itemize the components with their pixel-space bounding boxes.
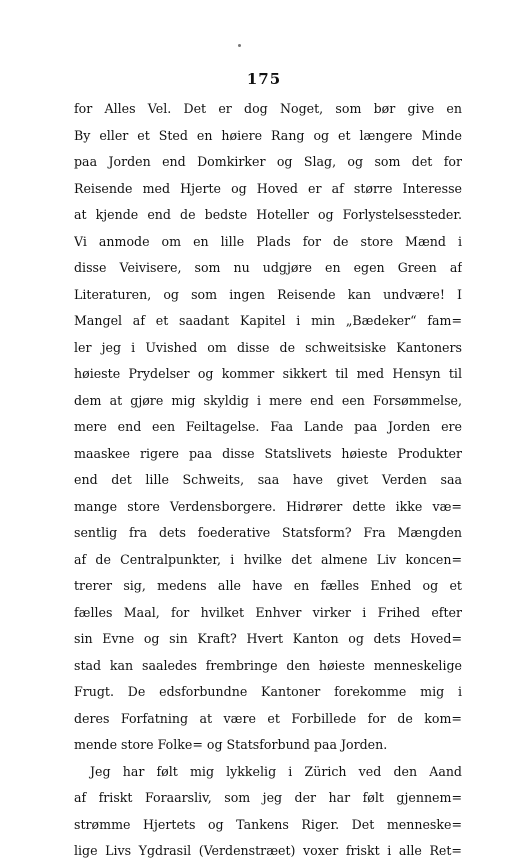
text-line: ler jeg i Uvished om disse de schweitsiske Kantoners	[74, 339, 462, 355]
text-line: Vi anmode om en lille Plads for de store Mænd i	[74, 233, 462, 249]
text-line: lige Livs Ygdrasil (Verdenstræet) voxer friskt i alle Ret=	[74, 843, 462, 858]
text-line: at kjende end de bedste Hoteller og Forlystelsessteder.	[74, 207, 462, 222]
text-line: høieste Prydelser og kommer sikkert til med Hensyn til	[74, 366, 462, 381]
body-text	[74, 96, 462, 865]
text-line: af de Centralpunkter, i hvilke det almene Liv koncen=	[74, 551, 462, 567]
text-line: disse Veivisere, som nu udgjøre en egen Green af	[74, 260, 462, 275]
text-line: for Alles Vel. Det er dog Noget, som bør give en	[74, 101, 462, 116]
text-line: mere end een Feiltagelse. Faa Lande paa Jorden ere	[74, 419, 462, 434]
paragraph-start-line: Jeg har følt mig lykkelig i Zürich ved den Aand	[90, 763, 462, 779]
text-line: mange store Verdensborgere. Hidrører dette ikke væ=	[74, 498, 462, 514]
text-line: Reisende med Hjerte og Hoved er af større Interesse	[74, 180, 462, 196]
text-line: end det lille Schweits, saa have givet Verden saa	[74, 472, 462, 487]
ink-speck	[238, 44, 241, 47]
text-line: Mangel af et saadant Kapitel i min „Bædeker“ fam=	[74, 313, 462, 328]
text-line: trerer sig, medens alle have en fælles Enhed og et	[74, 578, 462, 593]
text-line: af friskt Foraarsliv, som jeg der har følt gjennem=	[74, 790, 462, 805]
page-number: 175	[246, 70, 282, 88]
text-line: deres Forfatning at være et Forbillede for de kom=	[74, 710, 462, 726]
text-line: paa Jorden end Domkirker og Slag, og som det for	[74, 154, 462, 169]
text-line: stad kan saaledes frembringe den høieste menneskelige	[74, 657, 462, 673]
text-line: Literaturen, og som ingen Reisende kan undvære! I	[74, 286, 462, 302]
text-line: strømme Hjertets og Tankens Riger. Det menneske=	[74, 816, 462, 832]
text-line: By eller et Sted en høiere Rang og et længere Minde	[74, 127, 462, 143]
text-line: sentlig fra dets foederative Statsform? Fra Mængden	[74, 525, 462, 540]
text-line: dem at gjøre mig skyldig i mere end een Forsømmelse,	[74, 392, 462, 408]
text-line: fælles Maal, for hvilket Enhver virker i Frihed efter	[74, 604, 462, 620]
text-line: Frugt. De edsforbundne Kantoner forekomme mig i	[74, 684, 462, 699]
text-line: maaskee rigere paa disse Statslivets høieste Produkter	[74, 445, 462, 461]
text-line: sin Evne og sin Kraft? Hvert Kanton og dets Hoved=	[74, 631, 462, 646]
paragraph-end-line: mende store Folke= og Statsforbund paa Jorden.	[74, 737, 388, 752]
